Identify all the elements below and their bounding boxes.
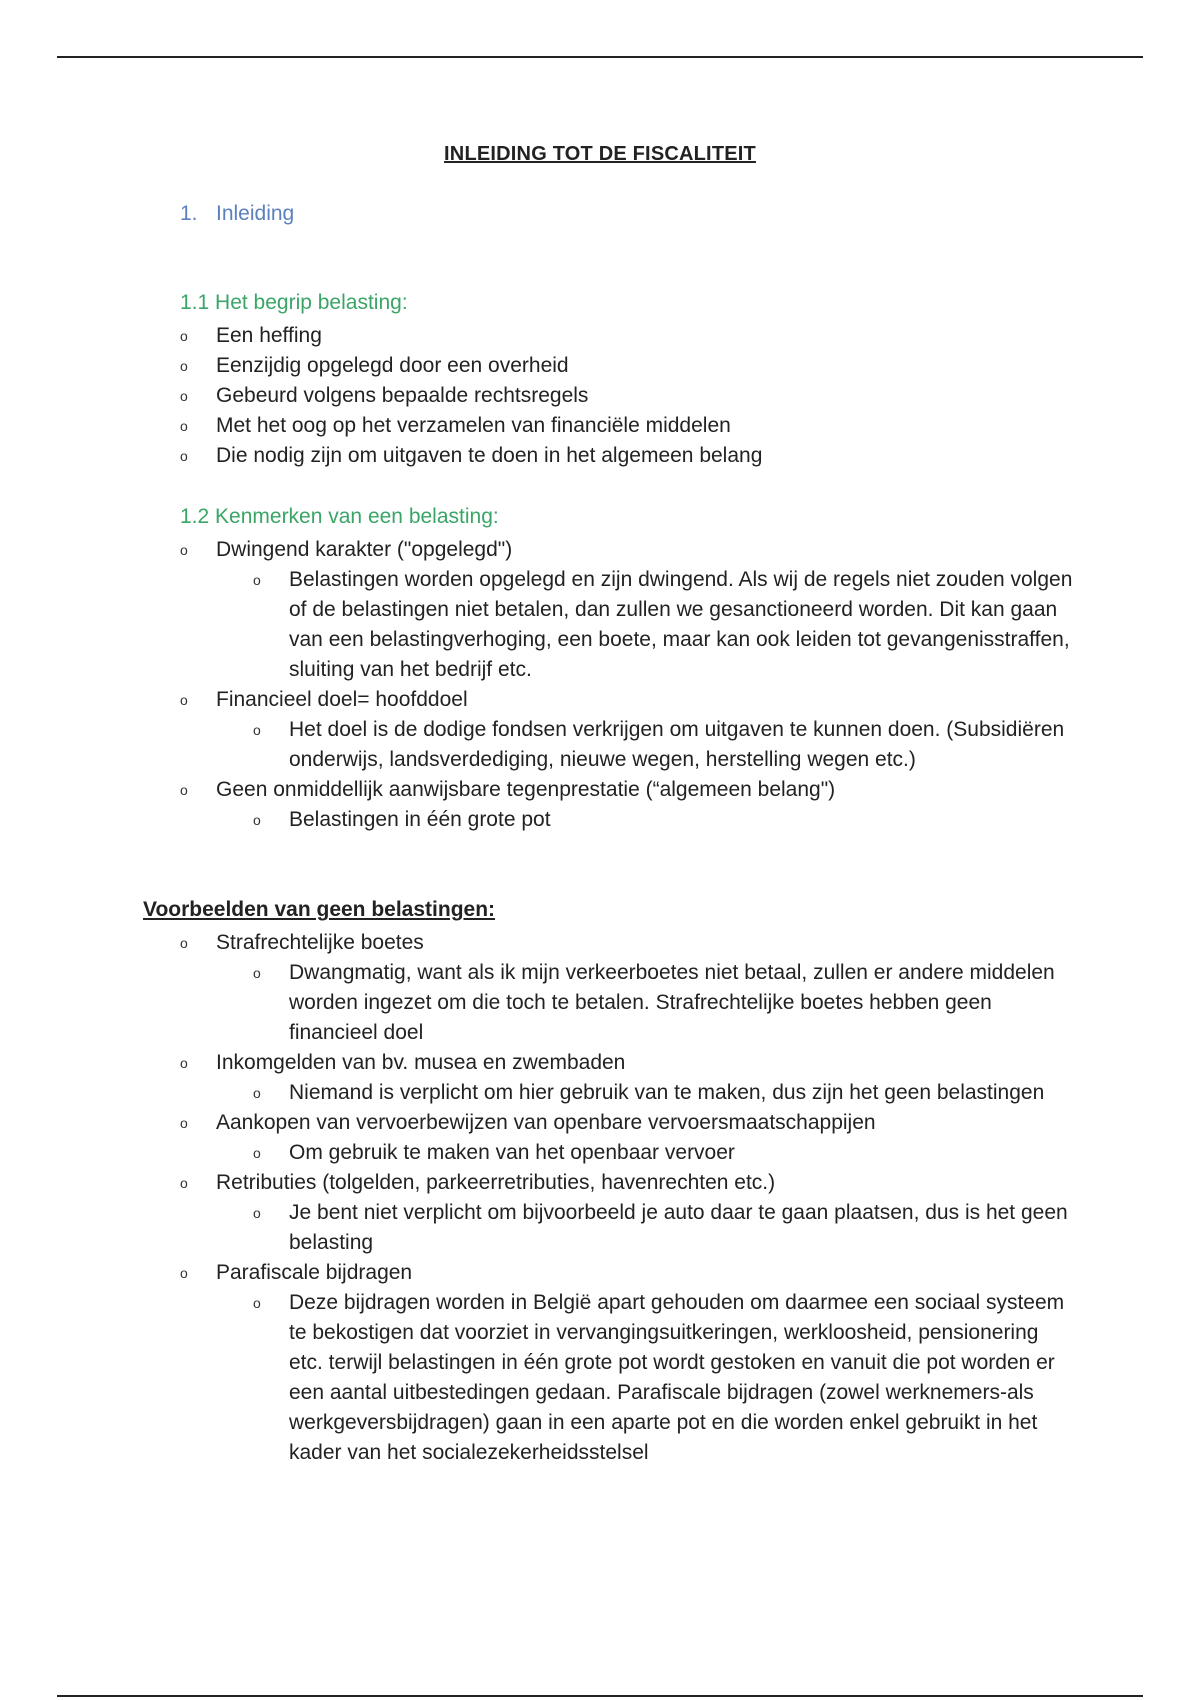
sub-list-item: o Niemand is verplicht om hier gebruik van te maken, dus zijn het geen belastingen — [253, 1078, 1073, 1108]
bullet-icon: o — [253, 1145, 261, 1161]
sub-list — [253, 1288, 1073, 1468]
bullet-icon: o — [253, 572, 261, 588]
document-title: INLEIDING TOT DE FISCALITEIT — [444, 143, 756, 165]
sub-list-item: o Belastingen in één grote pot — [253, 805, 1073, 835]
bullet-icon: o — [180, 1115, 188, 1131]
list-item: o Dwingend karakter ("opgelegd") o Belastingen worden opgelegd en zijn dwingend. Als wij de regels niet zouden volgen of de belastingen niet betalen, dan zullen we gesanctioneerd worden. Dit kan gaan van een belastingverhoging, een boete, maar kan ook leiden tot gevangenisstraffen, sluiting van het bedrijf etc. — [180, 535, 1080, 685]
footer-rule — [57, 1695, 1143, 1697]
list-item: o Retributies (tolgelden, parkeerretributies, havenrechten etc.) o Je bent niet verplicht om bijvoorbeeld je auto daar te gaan plaatsen, dus is het geen belasting — [180, 1168, 1080, 1258]
sub-list-item: o Deze bijdragen worden in België apart gehouden om daarmee een sociaal systeem te bekostigen dat voorziet in vervangingsuitkeringen, werkloosheid, pensionering etc. terwijl belastingen in één grote pot wordt gestoken en vanuit die pot worden er een aantal uitbestedingen gedaan. Parafiscale bijdragen (zowel werknemers-als werkgeversbijdragen) gaan in een aparte pot en die worden enkel gebruikt in het kader van het socialezekerheidsstelsel — [253, 1288, 1073, 1468]
sub-list-item: o Belastingen worden opgelegd en zijn dwingend. Als wij de regels niet zouden volgen of de belastingen niet betalen, dan zullen we gesanctioneerd worden. Dit kan gaan van een belastingverhoging, een boete, maar kan ook leiden tot gevangenisstraffen, sluiting van het bedrijf etc. — [253, 565, 1073, 685]
sub-list-item: o Je bent niet verplicht om bijvoorbeeld je auto daar te gaan plaatsen, dus is het geen belasting — [253, 1198, 1073, 1258]
bullet-icon: o — [180, 328, 188, 344]
subheading-begrip: 1.1 Het begrip belasting: — [180, 291, 408, 314]
list-item: o Met het oog op het verzamelen van financiële middelen — [180, 411, 1080, 441]
section-label: Inleiding — [216, 202, 295, 225]
sub-list — [253, 565, 1073, 685]
list-item: o Strafrechtelijke boetes o Dwangmatig, want als ik mijn verkeerboetes niet betaal, zullen er andere middelen worden ingezet om die toch te betalen. Strafrechtelijke boetes hebben geen financieel doel — [180, 928, 1080, 1048]
sub-list-item: o Om gebruik te maken van het openbaar vervoer — [253, 1138, 1073, 1168]
bullet-icon: o — [253, 1205, 261, 1221]
sub-list — [253, 958, 1073, 1048]
bullet-icon: o — [180, 1265, 188, 1281]
bullet-icon: o — [180, 935, 188, 951]
list-item: o Financieel doel= hoofddoel o Het doel is de dodige fondsen verkrijgen om uitgaven te kunnen doen. (Subsidiëren onderwijs, landsverdediging, nieuwe wegen, herstelling wegen etc.) — [180, 685, 1080, 775]
sub-list — [253, 1078, 1073, 1108]
list-item: o Die nodig zijn om uitgaven te doen in het algemeen belang — [180, 441, 1080, 471]
begrip-list — [180, 321, 1080, 471]
subheading-kenmerken: 1.2 Kenmerken van een belasting: — [180, 505, 499, 528]
bullet-icon: o — [180, 358, 188, 374]
bullet-icon: o — [253, 722, 261, 738]
bullet-icon: o — [180, 388, 188, 404]
bullet-icon: o — [253, 1085, 261, 1101]
list-item: o Gebeurd volgens bepaalde rechtsregels — [180, 381, 1080, 411]
list-item: o Eenzijdig opgelegd door een overheid — [180, 351, 1080, 381]
bullet-icon: o — [253, 812, 261, 828]
sub-list — [253, 715, 1073, 775]
section-number: 1. — [180, 202, 198, 225]
heading-voorbeelden: Voorbeelden van geen belastingen: — [143, 898, 496, 921]
bullet-icon: o — [180, 1055, 188, 1071]
bullet-icon: o — [180, 448, 188, 464]
list-item: o Geen onmiddellijk aanwijsbare tegenprestatie (“algemeen belang") o Belastingen in één grote pot — [180, 775, 1080, 835]
kenmerken-list — [180, 535, 1080, 835]
sub-list — [253, 1198, 1073, 1258]
bullet-icon: o — [180, 1175, 188, 1191]
section-heading-inleiding — [180, 202, 294, 226]
bullet-icon: o — [180, 418, 188, 434]
bullet-icon: o — [180, 782, 188, 798]
list-item: o Parafiscale bijdragen o Deze bijdragen worden in België apart gehouden om daarmee een sociaal systeem te bekostigen dat voorziet in vervangingsuitkeringen, werkloosheid, pensionering etc. terwijl belastingen in één grote pot wordt gestoken en vanuit die pot worden er een aantal uitbestedingen gedaan. Parafiscale bijdragen (zowel werknemers-als werkgeversbijdragen) gaan in een aparte pot en die worden enkel gebruikt in het kader van het socialezekerheidsstelsel — [180, 1258, 1080, 1468]
bullet-icon: o — [180, 542, 188, 558]
list-item: o Aankopen van vervoerbewijzen van openbare vervoersmaatschappijen o Om gebruik te maken van het openbaar vervoer — [180, 1108, 1080, 1168]
sub-list-item: o Het doel is de dodige fondsen verkrijgen om uitgaven te kunnen doen. (Subsidiëren onderwijs, landsverdediging, nieuwe wegen, herstelling wegen etc.) — [253, 715, 1073, 775]
sub-list — [253, 805, 1073, 835]
voorbeelden-list — [180, 928, 1080, 1468]
sub-list-item: o Dwangmatig, want als ik mijn verkeerboetes niet betaal, zullen er andere middelen worden ingezet om die toch te betalen. Strafrechtelijke boetes hebben geen financieel doel — [253, 958, 1073, 1048]
header-rule — [57, 56, 1143, 58]
list-item: o Een heffing — [180, 321, 1080, 351]
bullet-icon: o — [180, 692, 188, 708]
sub-list — [253, 1138, 1073, 1168]
bullet-icon: o — [253, 1295, 261, 1311]
bullet-icon: o — [253, 965, 261, 981]
list-item: o Inkomgelden van bv. musea en zwembaden o Niemand is verplicht om hier gebruik van te maken, dus zijn het geen belastingen — [180, 1048, 1080, 1108]
